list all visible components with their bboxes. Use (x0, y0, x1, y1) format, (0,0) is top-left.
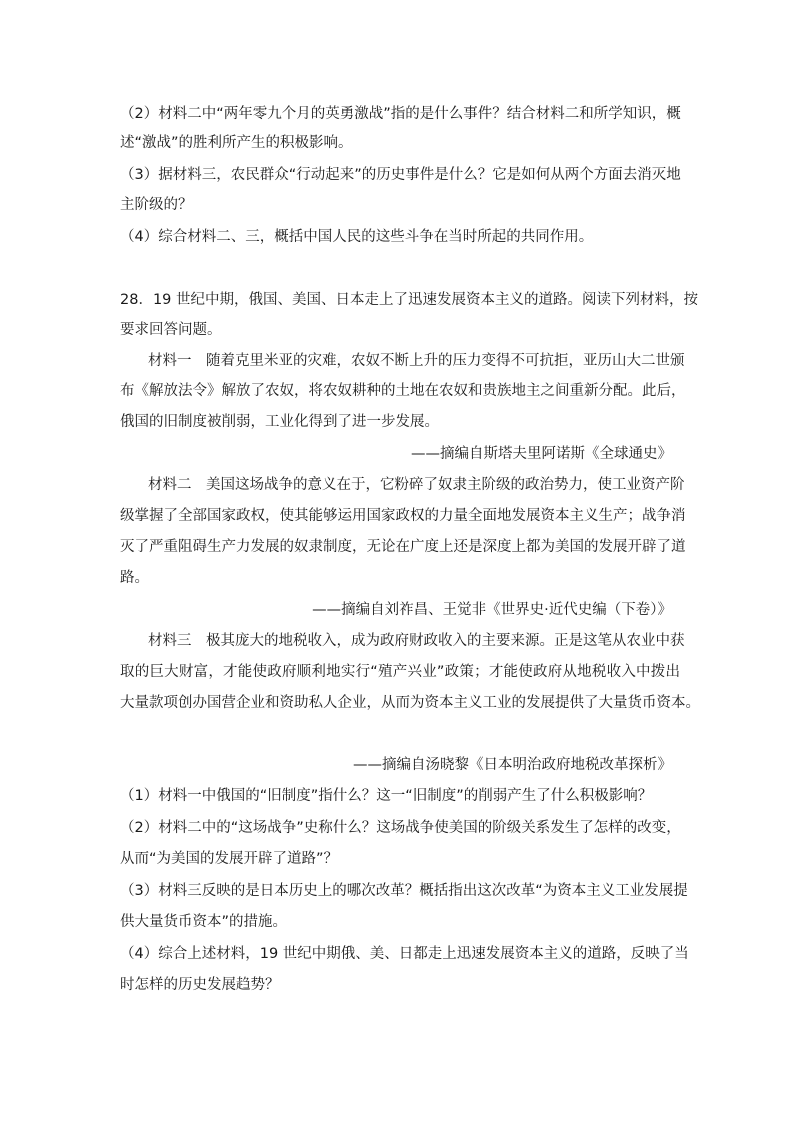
material2-line1: 材料二 美国这场战争的意义在于，它粉碎了奴隶主阶级的政治势力，使工业资产阶 (148, 477, 685, 493)
material1-line3: 俄国的旧制度被削弱，工业化得到了进一步发展。 (120, 414, 439, 430)
q27-sub2-line2: 述“激战”的胜利所产生的积极影响。 (120, 135, 353, 151)
q28-sub2-line1: （2）材料二中的“这场战争”史称什么？这场战争使美国的阶级关系发生了怎样的改变， (120, 820, 681, 836)
material1-line1: 材料一 随着克里米亚的灾难，农奴不断上升的压力变得不可抗拒，亚历山大二世颁 (148, 353, 685, 369)
material2-line3: 灭了严重阻碍生产力发展的奴隶制度，无论在广度上还是深度上都为美国的发展开辟了道 (120, 539, 686, 555)
material2-source: ——摘编自刘祚昌、王觉非《世界史·近代史编（下卷）》 (312, 602, 672, 618)
q28-sub3-line2: 供大量货币资本”的措施。 (120, 914, 288, 930)
q28-sub4-line2: 时怎样的历史发展趋势？ (120, 977, 280, 993)
material2-line4: 路。 (120, 570, 149, 586)
q28-sub2-line2: 从而“为美国的发展开辟了道路”？ (120, 851, 339, 867)
material3-line2: 取的巨大财富，才能使政府顺利地实行“殖产兴业”政策；才能使政府从地税收入中拨出 (120, 664, 680, 680)
material1-source: ——摘编自斯塔夫里阿诺斯《全球通史》 (411, 446, 672, 462)
material3-line3: 大量款项创办国营企业和资助私人企业，从而为资本主义工业的发展提供了大量货币资本。 (120, 695, 700, 711)
material2-line2: 级掌握了全部国家政权，使其能够运用国家政权的力量全面地发展资本主义生产；战争消 (120, 508, 686, 524)
q27-sub3-line2: 主阶级的？ (120, 197, 193, 213)
q28-sub3-line1: （3）材料三反映的是日本历史上的哪次改革？概括指出这次改革“为资本主义工业发展提 (120, 883, 688, 899)
q27-sub2-line1: （2）材料二中“两年零九个月的英勇激战”指的是什么事件？结合材料二和所学知识，概 (120, 106, 681, 122)
q28-sub1-line1: （1）材料一中俄国的“旧制度”指什么？这一“旧制度”的削弱产生了什么积极影响？ (120, 788, 653, 804)
material3-source: ——摘编自汤晓黎《日本明治政府地税改革探析》 (353, 757, 672, 773)
q27-sub4-line1: （4）综合材料二、三，概括中国人民的这些斗争在当时所起的共同作用。 (120, 229, 594, 245)
q28-sub4-line1: （4）综合上述材料，19 世纪中期俄、美、日都走上迅速发展资本主义的道路，反映了当 (120, 946, 689, 962)
q27-sub3-line1: （3）据材料三，农民群众“行动起来”的历史事件是什么？它是如何从两个方面去消灭地 (120, 167, 681, 183)
q28-intro-line2: 要求回答问题。 (120, 322, 222, 338)
q28-intro-line1: 28．19 世纪中期，俄国、美国、日本走上了迅速发展资本主义的道路。阅读下列材料，按 (120, 292, 699, 308)
material3-line1: 材料三 极其庞大的地税收入，成为政府财政收入的主要来源。正是这笔从农业中获 (148, 633, 685, 649)
material1-line2: 布《解放法令》解放了农奴，将农奴耕种的土地在农奴和贵族地主之间重新分配。此后， (120, 383, 686, 399)
